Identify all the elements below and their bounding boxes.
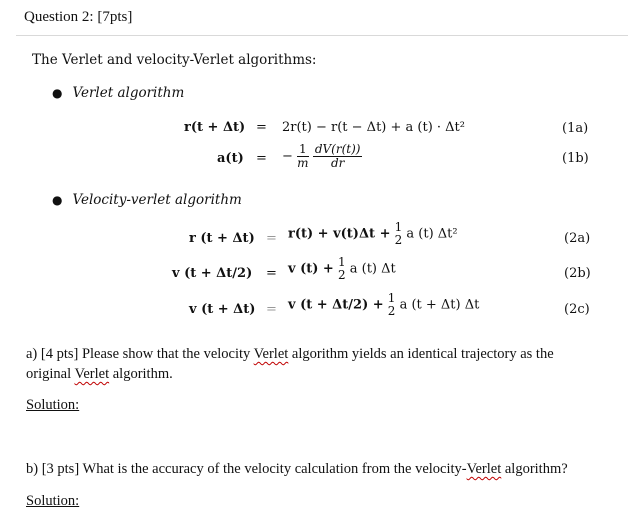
eq2c-rhs-b: a (t + Δt) Δt: [399, 297, 480, 313]
bullet-velocity-verlet: [52, 192, 242, 208]
eq2b-rhs-b: a (t) Δt: [349, 261, 396, 277]
bullet-verlet: [52, 85, 184, 101]
eq1b-frac2-num: dV(r(t)): [314, 142, 361, 156]
eq2a-rhs-b: a (t) Δt²: [406, 226, 458, 242]
part-a-verlet-word-2: Verlet: [74, 366, 110, 382]
eq2c-lhs: v (t + Δt): [189, 302, 256, 317]
part-a-verlet-word-1: Verlet: [253, 346, 289, 362]
part-a-text-3: original: [26, 366, 72, 382]
eq1b-fraction-2: [313, 143, 363, 170]
eq2c-rel: =: [266, 302, 277, 317]
eq2b-half-den: 2: [337, 268, 346, 282]
eq2a-lhs: r (t + Δt): [189, 231, 255, 246]
part-a-text-1: a) [4 pts] Please show that the velocity: [26, 346, 251, 362]
eq2a-rhs: [288, 221, 458, 247]
eq2a-half-den: 2: [394, 233, 403, 247]
eq1b-tag: (1b): [562, 151, 589, 166]
eq2a-half-num: 1: [394, 220, 403, 234]
eq2a-half: [395, 221, 403, 247]
eq2b-half: [338, 256, 346, 282]
eq1b-frac1-den: m: [297, 156, 309, 170]
eq2c-tag: (2c): [564, 302, 590, 317]
eq1a-rhs: 2r(t) − r(t − Δt) + a (t) · Δt²: [282, 120, 465, 135]
part-b-text-2: algorithm?: [504, 461, 568, 477]
eq2b-rel: =: [266, 266, 277, 281]
eq2c-rhs: [288, 292, 479, 318]
eq2b-rhs-a: v (t) +: [288, 261, 334, 277]
eq1b-frac1-num: 1: [299, 142, 307, 156]
eq2b-tag: (2b): [564, 266, 591, 281]
part-b-solution-label: Solution:: [26, 493, 80, 509]
eq1b-frac2-den: dr: [330, 156, 345, 170]
question-header: Question 2: [7pts]: [24, 9, 133, 25]
eq2a-rhs-a: r(t) + v(t)Δt +: [288, 226, 391, 242]
part-a-question-line-1: [26, 346, 554, 363]
verlet-label: Verlet algorithm: [72, 85, 185, 101]
bullet-dot-icon: ●: [52, 86, 63, 100]
eq1a-rel: =: [256, 120, 267, 135]
part-a-solution-label: Solution:: [26, 397, 80, 413]
part-a-text-4: algorithm.: [112, 366, 173, 382]
eq2c-rhs-a: v (t + Δt/2) +: [288, 297, 384, 313]
eq1b-lhs: a(t): [217, 151, 244, 166]
eq2a-rel: =: [266, 231, 277, 246]
eq2c-half-den: 2: [387, 304, 396, 318]
part-b-text-1: b) [3 pts] What is the accuracy of the velocity calculation from the velocity-: [26, 461, 467, 477]
eq1a-tag: (1a): [562, 121, 589, 136]
part-b-question: [26, 461, 568, 478]
eq2b-rhs: [288, 256, 396, 282]
eq1b-fraction-1: [297, 143, 309, 170]
part-b-verlet-word: Verlet: [466, 461, 502, 477]
part-a-question-line-2: [26, 366, 173, 383]
intro-text: The Verlet and velocity-Verlet algorithms:: [32, 52, 317, 68]
part-a-text-2: algorithm yields an identical trajectory as the: [291, 346, 554, 362]
header-divider: [16, 35, 628, 36]
eq1b-minus: −: [282, 149, 293, 164]
eq2a-tag: (2a): [564, 231, 591, 246]
eq2b-lhs: v (t + Δt/2): [172, 266, 253, 281]
eq1a-lhs: r(t + Δt): [184, 120, 246, 135]
eq2c-half-num: 1: [387, 291, 396, 305]
velocity-verlet-label: Velocity-verlet algorithm: [72, 192, 242, 208]
eq1b-rel: =: [256, 151, 267, 166]
eq2c-half: [388, 292, 396, 318]
bullet-dot-icon: ●: [52, 193, 63, 207]
eq1b-rhs: [282, 143, 362, 170]
eq2b-half-num: 1: [337, 255, 346, 269]
